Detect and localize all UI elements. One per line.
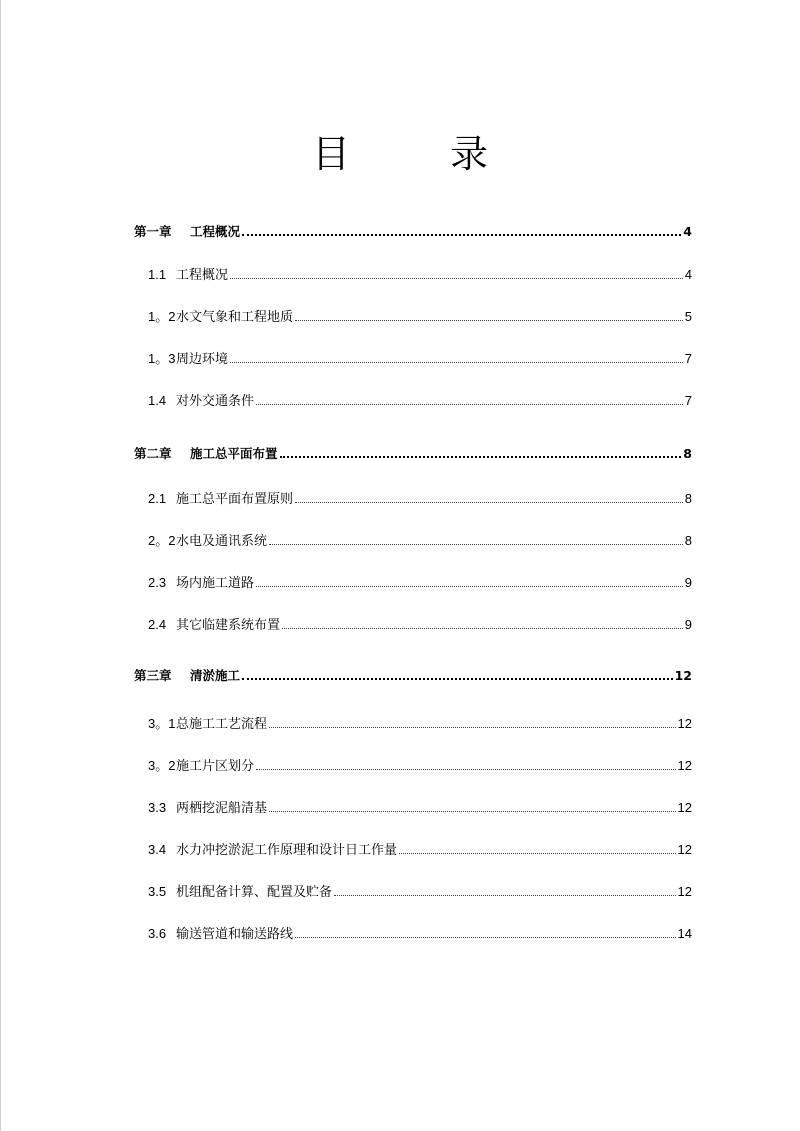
toc-entry-text: 水电及通讯系统: [176, 533, 268, 548]
toc-entry-text: 场内施工道路: [176, 575, 255, 590]
toc-leader: [230, 361, 683, 363]
toc-entry-number: 1。2: [148, 309, 176, 324]
toc-leader: [295, 936, 676, 938]
toc-section[interactable]: [148, 571, 692, 591]
toc-leader: [295, 319, 683, 321]
toc-chapter[interactable]: [134, 664, 692, 684]
toc-section[interactable]: [148, 487, 692, 507]
toc-entry-text: 施工片区划分: [176, 758, 255, 773]
toc-entry-page: 12: [677, 884, 692, 899]
toc-leader: [256, 403, 683, 405]
toc-entry-page: 12: [674, 668, 692, 683]
toc-chapter[interactable]: [134, 220, 692, 240]
toc-entry-text: 总施工工艺流程: [176, 716, 268, 731]
toc-section[interactable]: [148, 347, 692, 367]
toc-entry-page: 8: [684, 491, 692, 506]
toc-entry-text: 输送管道和输送路线: [176, 926, 294, 941]
toc-section[interactable]: [148, 712, 692, 732]
toc-section[interactable]: [148, 880, 692, 900]
toc-entry-text: 机组配备计算、配置及贮备: [176, 884, 333, 899]
toc-entry-text: 清淤施工: [190, 668, 241, 683]
toc-leader: [334, 894, 676, 896]
toc-leader: [269, 543, 683, 545]
toc-entry-page: 12: [677, 758, 692, 773]
toc-entry-page: 8: [683, 446, 692, 461]
toc-entry-number: 3.4: [148, 842, 167, 857]
toc-leader: [256, 585, 683, 587]
toc-section[interactable]: [148, 613, 692, 633]
toc-section[interactable]: [148, 305, 692, 325]
page-title: 目 录: [311, 132, 533, 176]
toc-section[interactable]: [148, 838, 692, 858]
toc-entry-page: 14: [677, 926, 692, 941]
toc-leader: [295, 501, 683, 503]
toc-section[interactable]: [148, 529, 692, 549]
toc-entry-number: 2.4: [148, 617, 167, 632]
toc-entry-number: 3.5: [148, 884, 167, 899]
toc-entry-text: 施工总平面布置: [190, 446, 278, 461]
toc-entry-text: 两栖挖泥船清基: [176, 800, 268, 815]
toc-entry-page: 12: [677, 842, 692, 857]
toc-entry-page: 9: [684, 575, 692, 590]
toc-entry-text: 水力冲挖淤泥工作原理和设计日工作量: [176, 842, 398, 857]
toc-section[interactable]: [148, 389, 692, 409]
toc-entry-number: 3。1: [148, 716, 176, 731]
toc-leader: [242, 233, 681, 236]
toc-entry-page: 12: [677, 716, 692, 731]
toc-leader: [282, 627, 683, 629]
toc-entry-text: 周边环境: [176, 351, 229, 366]
toc-entry-number: 2.3: [148, 575, 167, 590]
toc-leader: [242, 677, 673, 680]
toc-entry-number: 2。2: [148, 533, 176, 548]
toc-section[interactable]: [148, 922, 692, 942]
toc-entry-page: 4: [683, 224, 692, 239]
toc-entry-number: 2.1: [148, 491, 167, 506]
toc-entry-text: 水文气象和工程地质: [176, 309, 294, 324]
toc-leader: [280, 455, 682, 458]
toc-leader: [256, 768, 676, 770]
toc-entry-text: 对外交通条件: [176, 393, 255, 408]
toc-entry-number: 3.6: [148, 926, 167, 941]
toc-entry-number: 1。3: [148, 351, 176, 366]
toc-entry-number: 3.3: [148, 800, 167, 815]
toc-chapter[interactable]: [134, 442, 692, 462]
toc-section[interactable]: [148, 754, 692, 774]
toc-entry-text: 施工总平面布置原则: [176, 491, 294, 506]
toc-leader: [230, 277, 683, 279]
toc-leader: [269, 726, 676, 728]
toc-entry-number: 1.4: [148, 393, 167, 408]
toc-entry-page: 7: [684, 351, 692, 366]
toc-entry-number: 第一章: [134, 224, 172, 239]
toc-section[interactable]: [148, 263, 692, 283]
toc-entry-page: 9: [684, 617, 692, 632]
toc-entry-number: 第三章: [134, 668, 172, 683]
toc-leader: [269, 810, 676, 812]
toc-entry-page: 8: [684, 533, 692, 548]
toc-section[interactable]: [148, 796, 692, 816]
toc-entry-text: 其它临建系统布置: [176, 617, 281, 632]
toc-entry-page: 12: [677, 800, 692, 815]
toc-entry-number: 1.1: [148, 267, 167, 282]
toc-entry-page: 5: [684, 309, 692, 324]
toc-entry-page: 4: [684, 267, 692, 282]
toc-leader: [399, 852, 676, 854]
toc-entry-page: 7: [684, 393, 692, 408]
toc-entry-number: 3。2: [148, 758, 176, 773]
toc-entry-text: 工程概况: [190, 224, 241, 239]
toc-entry-number: 第二章: [134, 446, 172, 461]
toc-entry-text: 工程概况: [176, 267, 229, 282]
